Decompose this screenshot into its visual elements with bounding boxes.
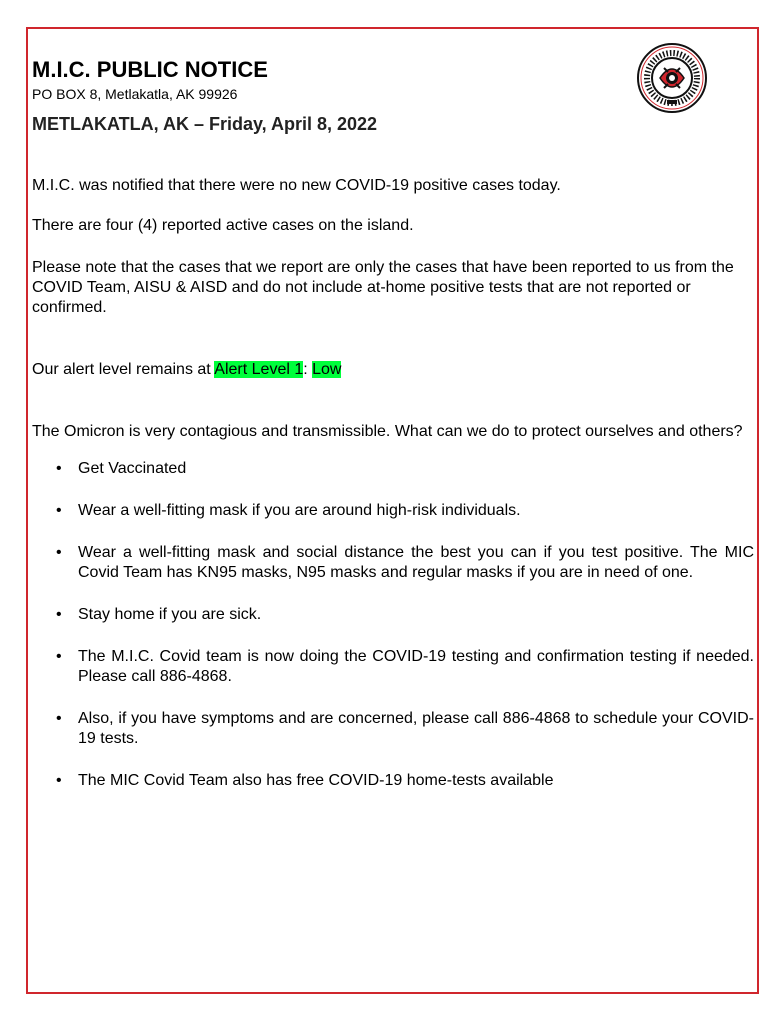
paragraph-omicron: The Omicron is very contagious and transmissible. What can we do to protect ourselves and others? [32,423,743,440]
alert-prefix: Our alert level remains at [32,361,215,378]
list-item: • The M.I.C. Covid team is now doing the COVID-19 testing and confirmation testing if needed. Please call 886-4868. [56,648,754,685]
address-line: PO BOX 8, Metlakatla, AK 99926 [32,86,238,102]
bullet-icon: • [56,606,62,623]
alert-status-highlight: Low [312,361,342,378]
notice-title: M.I.C. PUBLIC NOTICE [32,57,268,82]
bullet-icon: • [56,772,62,789]
paragraph-alert-level [32,360,754,380]
bullet-icon: • [56,710,62,727]
list-item: • Also, if you have symptoms and are concerned, please call 886-4868 to schedule your COVID-19 tests. [56,710,754,747]
paragraph-no-new-cases: M.I.C. was notified that there were no new COVID-19 positive cases today. [32,177,561,194]
paragraph-reporting-note: Please note that the cases that we report are only the cases that have been reported to us from the COVID Team, AISU & AISD and do not include at-home positive tests that are not reported or confirmed. [32,259,734,316]
list-item: • The MIC Covid Team also has free COVID-19 home-tests available [56,772,554,789]
dateline: METLAKATLA, AK – Friday, April 8, 2022 [32,114,378,134]
alert-separator: : [303,361,313,378]
notice-body [32,176,754,813]
alert-level-highlight: Alert Level 1 [214,361,304,378]
list-item: • Wear a well-fitting mask and social distance the best you can if you test positive. The MIC Covid Team has KN95 masks, N95 masks and regular masks if you are in need of one. [56,544,754,581]
bullet-icon: • [56,502,62,519]
guidance-list [32,459,754,791]
bullet-icon: • [56,544,62,561]
list-item: • Stay home if you are sick. [56,606,262,623]
community-seal-logo [636,42,708,114]
paragraph-active-cases: There are four (4) reported active cases on the island. [32,217,414,234]
list-item: • Wear a well-fitting mask if you are around high-risk individuals. [56,502,521,519]
bullet-icon: • [56,648,62,665]
list-item: • Get Vaccinated [56,460,187,477]
bullet-icon: • [56,460,62,477]
